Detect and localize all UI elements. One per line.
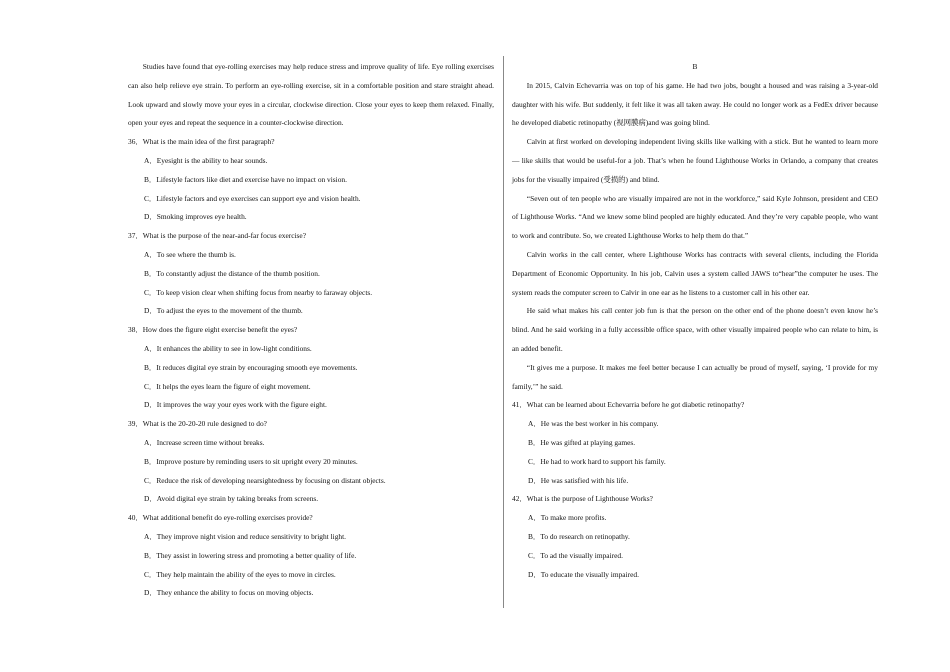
- passage-paragraph: Calvin works in the call center, where Lighthouse Works has contracts with several clients, including the Florida Department of Economic Opportunity. In his job, Calvin uses a system called JAWS to“hear”the computer he uses. The system reads the computer screen to Calvir in one ear as he listens to a customer call in his other ear.: [512, 249, 878, 297]
- column-divider: [503, 56, 504, 608]
- option-b[interactable]: B．To constantly adjust the distance of the thumb position.: [144, 268, 320, 278]
- option-a[interactable]: A．To see where the thumb is.: [144, 249, 236, 259]
- question-stem: 38．How does the figure eight exercise benefit the eyes?: [128, 325, 298, 335]
- option-d[interactable]: D．Avoid digital eye strain by taking breaks from screens.: [144, 494, 319, 504]
- passage-paragraph: Calvin at first worked on developing independent living skills like walking with a stick. But he wanted to learn more — like skills that would be useful-for a job. That’s when he found Lighthouse Works in Orlando, a company that creates jobs for the visually impaired (受损的) and blind.: [512, 137, 878, 184]
- question-stem: 41．What can be learned about Echevarria before he got diabetic retinopathy?: [512, 400, 745, 410]
- question-stem: 36．What is the main idea of the first paragraph?: [128, 137, 275, 147]
- question-40: [128, 509, 494, 603]
- option-d[interactable]: D．He was satisfied with his life.: [528, 475, 629, 485]
- option-c[interactable]: C．He had to work hard to support his family.: [528, 456, 666, 466]
- question-stem: 37．What is the purpose of the near-and-far focus exercise?: [128, 231, 306, 241]
- option-b[interactable]: B．He was gifted at playing games.: [528, 437, 636, 447]
- option-c[interactable]: C．It helps the eyes learn the figure of eight movement.: [144, 381, 311, 391]
- question-41: [512, 396, 878, 490]
- option-a[interactable]: A．It enhances the ability to see in low-light conditions.: [144, 343, 312, 353]
- option-b[interactable]: B．Lifestyle factors like diet and exercise have no impact on vision.: [144, 174, 347, 184]
- option-b[interactable]: B．It reduces digital eye strain by encouraging smooth eye movements.: [144, 362, 358, 372]
- option-a[interactable]: A．Increase screen time without breaks.: [144, 437, 265, 447]
- passage-paragraph: “Seven out of ten people who are visually impaired are not in the workforce,” said Kyle Johnson, president and CEO of Lighthouse Works. “And we knew some blind peopled are highly educated. And they’re very capable people, who want to work and contribute. So, we created Lighthouse Works to help them do that.”: [512, 193, 878, 241]
- option-c[interactable]: C．Lifestyle factors and eye exercises can support eye and vision health.: [144, 193, 361, 203]
- question-stem: 42．What is the purpose of Lighthouse Works?: [512, 494, 653, 504]
- option-c[interactable]: C．To ad the visually impaired.: [528, 550, 623, 560]
- question-stem: 39．What is the 20-20-20 rule designed to do?: [128, 419, 267, 429]
- passage-paragraph: Studies have found that eye-rolling exercises may help reduce stress and improve quality of life. Eye rolling exercises can also help relieve eye strain. To perform an eye-rolling exercise, sit in a comfortable position and stare straight ahead. Look upward and slowly move your eyes in a circular, clockwise direction. Close your eyes to keep them relaxed. Finally, open your eyes and repeat the sequence in a counter-clockwise direction.: [128, 62, 494, 128]
- question-38: [128, 321, 494, 415]
- option-d[interactable]: D．It improves the way your eyes work with the figure eight.: [144, 400, 327, 410]
- option-c[interactable]: C．Reduce the risk of developing nearsightedness by focusing on distant objects.: [144, 475, 386, 485]
- option-c[interactable]: C．They help maintain the ability of the eyes to move in circles.: [144, 569, 336, 579]
- question-42: [512, 490, 878, 584]
- option-c[interactable]: C．To keep vision clear when shifting focus from nearby to faraway objects.: [144, 287, 373, 297]
- option-b[interactable]: B．They assist in lowering stress and promoting a better quality of life.: [144, 550, 357, 560]
- option-a[interactable]: A．He was the best worker in his company.: [528, 419, 659, 429]
- option-d[interactable]: D．To adjust the eyes to the movement of the thumb.: [144, 306, 303, 316]
- option-a[interactable]: A．To make more profits.: [528, 513, 607, 523]
- option-a[interactable]: A．They improve night vision and reduce sensitivity to bright light.: [144, 531, 346, 541]
- option-a[interactable]: A．Eyesight is the ability to hear sounds.: [144, 155, 268, 165]
- question-37: [128, 227, 494, 321]
- passage-paragraph: In 2015, Calvin Echevarria was on top of his game. He had two jobs, bought a housed and was raising a 3-year-old daughter with his wife. But suddenly, it felt like it was all taken away. He could no longer work as a FedEx driver because he developed diabetic retinopathy (视网膜病)and was going blind.: [512, 80, 878, 128]
- option-d[interactable]: D．To educate the visually impaired.: [528, 569, 639, 579]
- option-d[interactable]: D．Smoking improves eye health.: [144, 212, 247, 222]
- question-stem: 40．What additional benefit do eye-rolling exercises provide?: [128, 513, 313, 523]
- section-heading: B: [692, 62, 698, 71]
- question-36: [128, 133, 494, 227]
- left-column: [128, 58, 494, 603]
- passage-paragraph: He said what makes his call center job fun is that the person on the other end of the phone doesn’t even know he’s blind. And he said working in a fully accessible office space, with other visually impaired people who can relate to him, is an added benefit.: [512, 306, 878, 353]
- option-b[interactable]: B．Improve posture by reminding users to sit upright every 20 minutes.: [144, 456, 358, 466]
- passage-paragraph: “It gives me a purpose. It makes me feel better because I can actually be proud of myself, saying, ‘I provide for my family,’” he said.: [512, 362, 878, 391]
- right-column: [512, 58, 878, 584]
- option-d[interactable]: D．They enhance the ability to focus on moving objects.: [144, 588, 314, 598]
- option-b[interactable]: B．To do research on retinopathy.: [528, 531, 630, 541]
- question-39: [128, 415, 494, 509]
